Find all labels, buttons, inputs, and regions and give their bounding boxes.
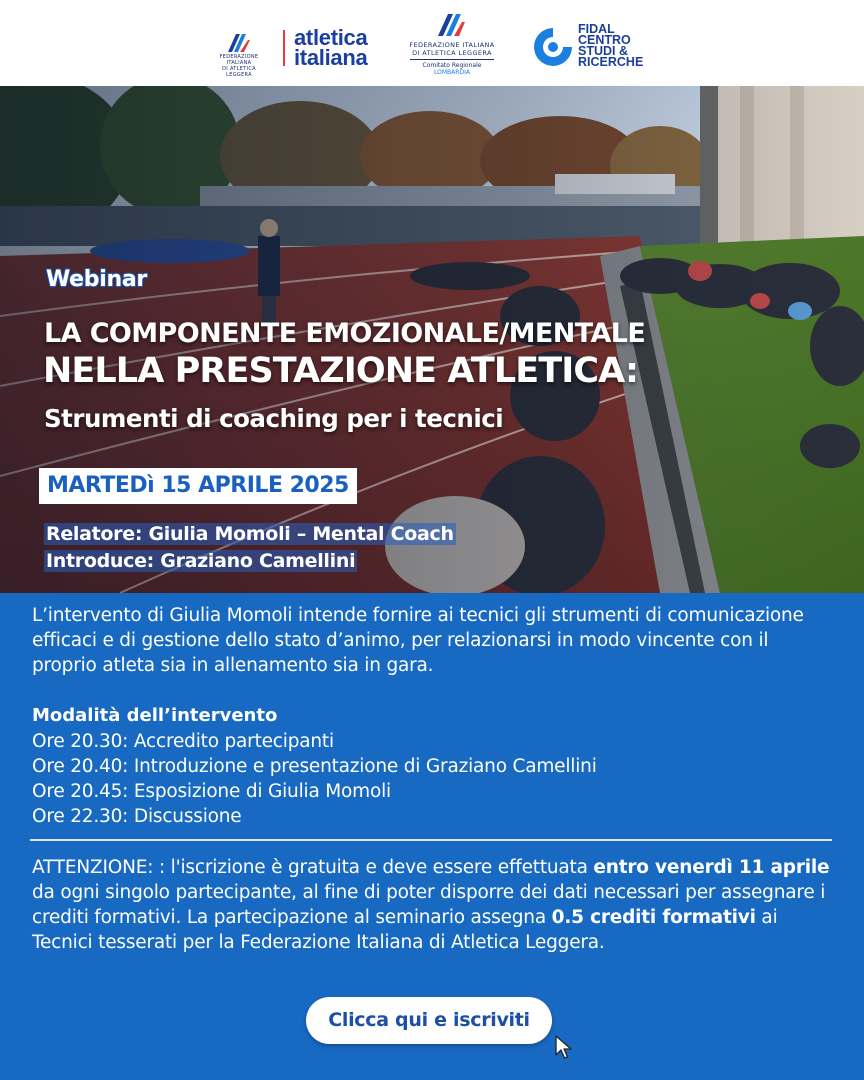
fidal-lombardia-text: FEDERAZIONE ITALIANA DI ATLETICA LEGGERA [409,41,495,57]
event-date: MARTEDì 15 APRILE 2025 [39,468,357,504]
speaker: Relatore: Giulia Momoli – Mental Coach [46,523,454,545]
schedule-item: Ore 20.30: Accredito partecipanti [32,731,334,752]
schedule-item: Ore 20.40: Introduzione e presentazione di Graziano Camellini [32,756,597,777]
section-divider [30,839,832,841]
title-line-2: NELLA PRESTAZIONE ATLETICA: [43,351,639,391]
schedule-list [32,729,597,829]
credits-highlight: 0.5 crediti formativi [551,907,756,928]
logo-bar [0,0,864,86]
atletica-italiana-wordmark: atletica italiana [294,25,368,70]
register-button[interactable]: Clicca qui e iscriviti [306,997,552,1044]
intro-paragraph: L’intervento di Giulia Momoli intende fornire ai tecnici gli strumenti di comunicazione efficaci e di gestione dello stato d’animo, per relazionarsi in modo vincente con il proprio atleta sia in allenamento sia in gara. [32,605,804,676]
subtitle: Strumenti di coaching per i tecnici [44,404,504,433]
notice-paragraph: ATTENZIONE: : l'iscrizione è gratuita e deve essere effettuata entro venerdì 11 aprile da ogni singolo partecipante, al fine di poter disporre dei dati necessari per assegnare i crediti formativi. La partecipazione al seminario assegna 0.5 crediti formativi ai Tecnici tesserati per la Federazione Italiana di Atletica Leggera. [32,857,830,953]
deadline-highlight: entro venerdì 11 aprile [593,857,830,878]
schedule-item: Ore 20.45: Esposizione di Giulia Momoli [32,781,391,802]
fidal-lombardia-logo [406,12,498,76]
webinar-tag: Webinar [46,267,147,292]
introducer: Introduce: Graziano Camellini [46,550,356,572]
mouse-pointer-icon [555,1035,573,1061]
centro-studi-logo [530,22,660,72]
centro-studi-emblem-icon [530,24,576,70]
schedule-item: Ore 22.30: Discussione [32,806,242,827]
atletica-italiana-logo [214,25,374,78]
fidal-lombardia-subtitle: Comitato Regionale LOMBARDIA [422,62,482,76]
centro-studi-wordmark: FIDAL CENTRO STUDI & RICERCHE [578,22,644,69]
fidal-stripes-icon [432,12,472,38]
fidal-lombardia-rule [410,59,494,60]
atletica-italiana-small-text: FEDERAZIONE ITALIANA DI ATLETICA LEGGERA [219,54,259,78]
event-details [0,593,864,1080]
hero-banner [0,86,864,593]
title-line-1: LA COMPONENTE EMOZIONALE/MENTALE [44,318,646,349]
schedule-title: Modalità dell’intervento [32,705,278,726]
logo-separator [283,30,285,66]
fidal-stripes-icon [222,32,256,54]
